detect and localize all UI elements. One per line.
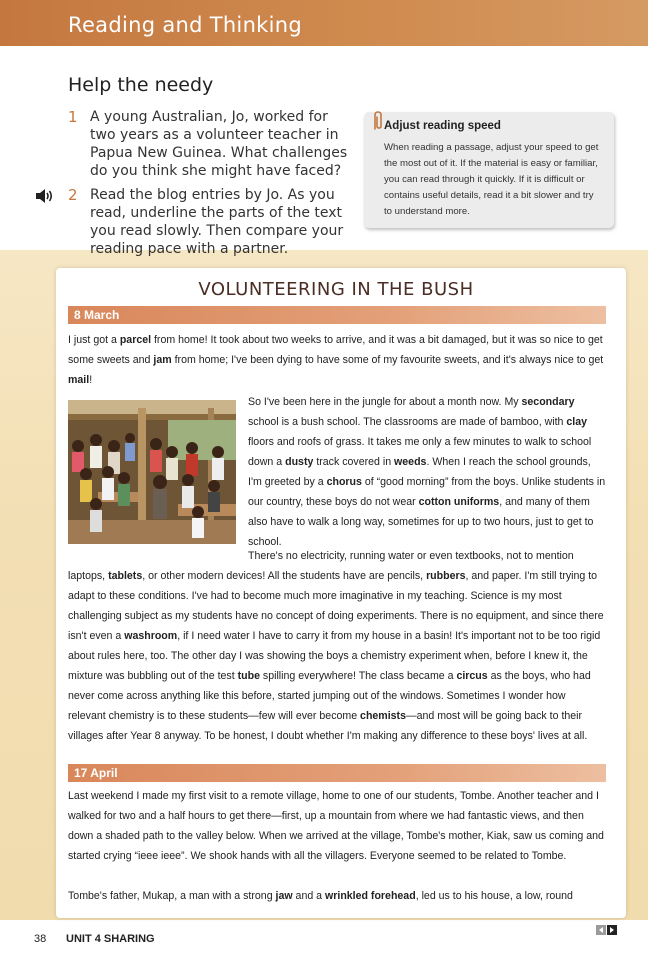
speaker-icon[interactable] xyxy=(36,189,56,203)
tip-text: When reading a passage, adjust your speed to get the most out of it. If the material is easy or familiar, you can read through it quickly. If it is difficult or contains useful details, read it a bit slower and try to understand more. xyxy=(384,142,599,217)
task-text: A young Australian, Jo, worked for two years as a volunteer teacher in Papua New Guinea. What challenges do you think she might have faced? xyxy=(90,109,348,179)
unit-label: UNIT 4 SHARING xyxy=(66,933,155,945)
tip-title: Adjust reading speed xyxy=(384,120,501,132)
header-bar xyxy=(0,0,648,46)
paragraph-3: There's no electricity, running water or even textbooks, not to mention laptops, tablets, or other modern devices! All the students have are pencils, rubbers, and paper. I'm still trying to adapt to these conditions. I've had to become much more imaginative in my teaching. Science is my most challenging subject as my students have no concept of doing experiments. There is no equipment, and since there isn't even a washroom, if I need water I have to carry it from my house in a basin! It's important not to be too rigid about rules here, too. The other day I was showing the boys a chemistry experiment when, before I knew it, the mixture was bubbling out of the test tube spilling everywhere! The class became a circus as the boys, who had never come across anything like this before, started jumping out of the windows. Sometimes I wonder how relevant chemistry is to these students—few will ever become chemists—and most will be going back to their villages after Year 8 anyway. To be honest, I doubt whether I'm making any difference to these boys' lives at all. xyxy=(68,550,604,742)
paragraph-1: I just got a parcel from home! It took about two weeks to arrive, and it was a bit damaged, but it was so nice to get some sweets and jam from home; I've been dying to have some of my favourite sweets, and it's always nice to get mail! xyxy=(68,334,604,386)
header-title: Reading and Thinking xyxy=(68,13,303,37)
next-page-icon[interactable] xyxy=(607,925,617,935)
task-1 xyxy=(68,108,348,180)
page-number: 38 xyxy=(34,933,47,945)
section-title: Help the needy xyxy=(68,74,214,96)
prev-page-icon[interactable] xyxy=(596,925,606,935)
task-2 xyxy=(68,186,348,258)
date-label: 8 March xyxy=(74,308,120,322)
date-bar-1 xyxy=(68,306,606,324)
paragraph-4: Last weekend I made my first visit to a remote village, home to one of our students, Tombe. Another teacher and I walked for two and a half hours to get there—first, up a mountain from where we had fantastic views, and then down a shaded path to the valley below. When we arrived at the village, Tombe's mother, Kiak, saw us coming and started crying “ieee ieee”. We shook hands with all the villagers. Everyone seemed to be related to Tombe. xyxy=(68,790,604,862)
paragraph-5: Tombe's father, Mukap, a man with a strong jaw and a wrinkled forehead, led us to his house, a low, round xyxy=(68,890,573,902)
paperclip-icon xyxy=(370,110,386,132)
date-bar-2 xyxy=(68,764,606,782)
task-text: Read the blog entries by Jo. As you read, underline the parts of the text you read slowly. Then compare your reading pace with a partner. xyxy=(90,187,344,257)
article-title: VOLUNTEERING IN THE BUSH xyxy=(198,279,474,300)
classroom-photo xyxy=(68,400,236,544)
date-label: 17 April xyxy=(74,766,118,780)
task-number: 1 xyxy=(68,108,78,126)
tip-box xyxy=(364,112,614,228)
task-number: 2 xyxy=(68,186,78,204)
paragraph-2: So I've been here in the jungle for about a month now. My secondary school is a bush school. The classrooms are made of bamboo, with clay floors and roofs of grass. It takes me only a few minutes to walk to school down a dusty track covered in weeds. When I reach the school grounds, I'm greeted by a chorus of “good morning” from the boys. Unlike students in our country, these boys do not wear cotton uniforms, and many of them also have to walk a long way, sometimes for up to two hours, just to get to school. xyxy=(248,396,606,548)
